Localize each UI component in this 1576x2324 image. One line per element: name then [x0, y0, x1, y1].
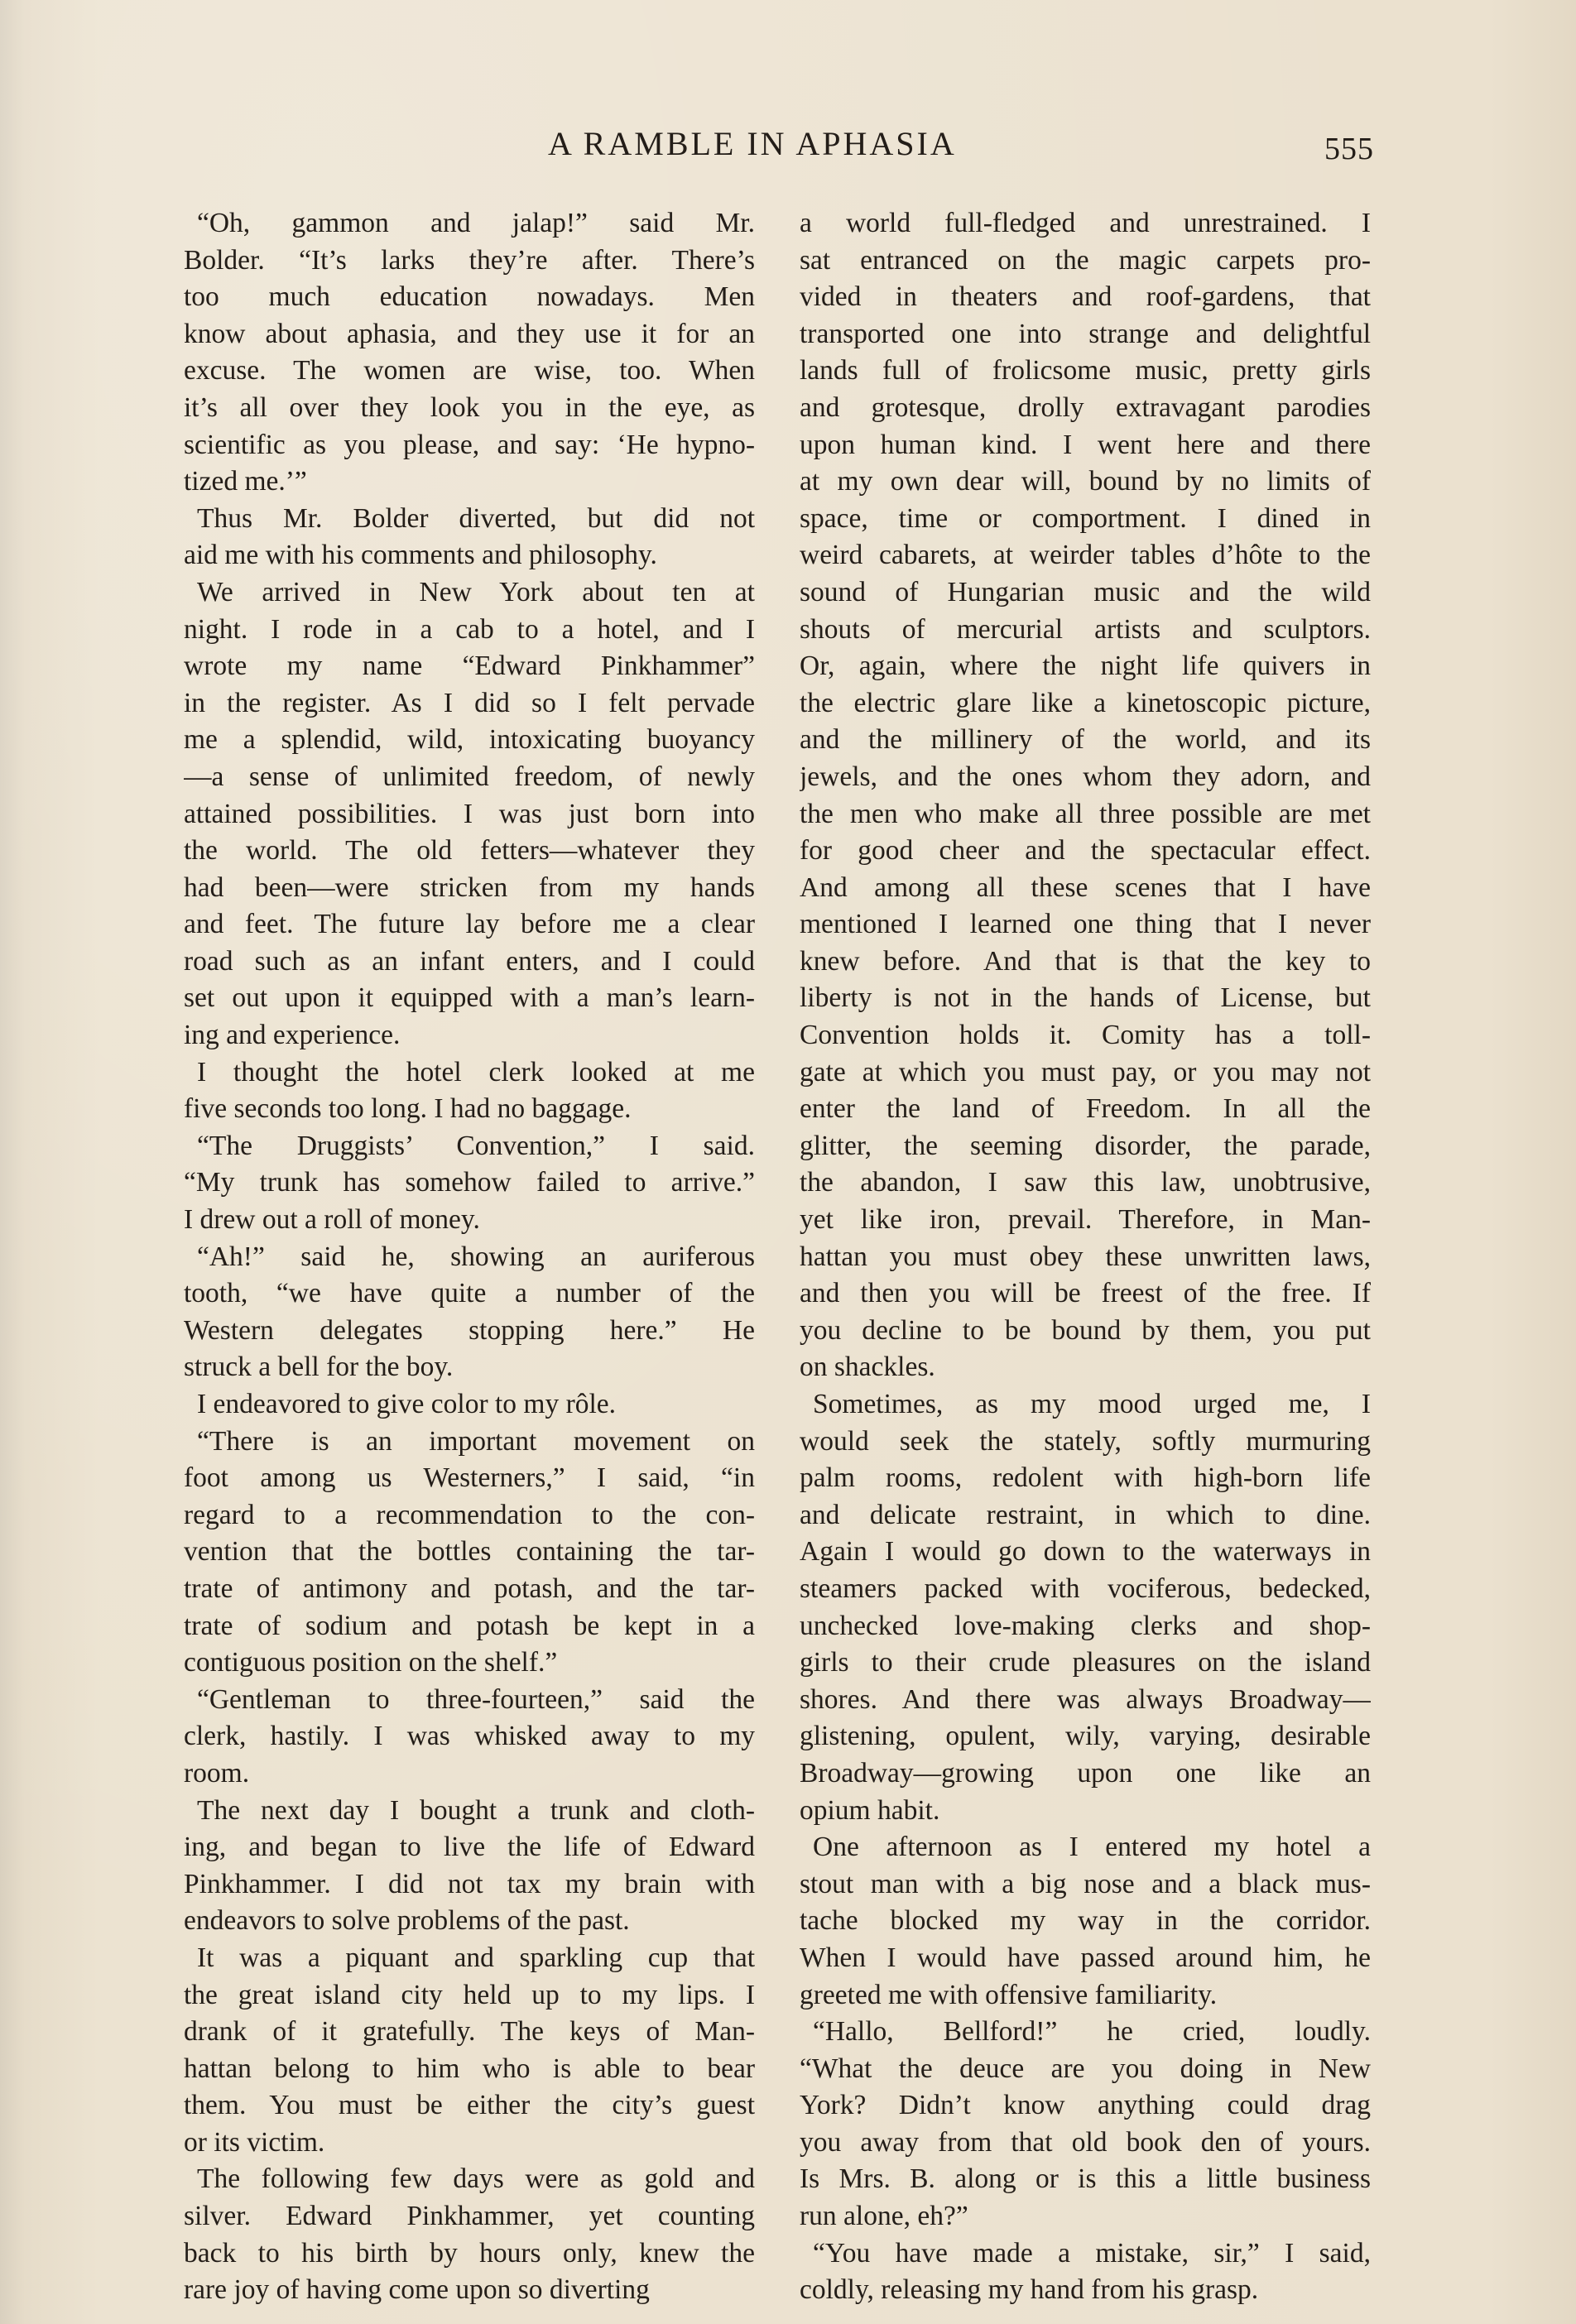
text-line: five seconds too long. I had no baggage.	[184, 1093, 632, 1125]
text-line: liberty is not in the hands of License, but	[800, 982, 1371, 1014]
text-line: “My trunk has somehow failed to arrive.”	[184, 1167, 755, 1198]
text-line: coldly, releasing my hand from his grasp.	[800, 2274, 1259, 2306]
text-line: or its victim.	[184, 2126, 325, 2158]
text-line: hattan belong to him who is able to bear	[184, 2053, 755, 2084]
text-line: Bolder. “It’s larks they’re after. There’s	[184, 244, 755, 276]
text-line: the abandon, I saw this law, unobtrusive,	[800, 1167, 1371, 1198]
left-text-column	[184, 205, 755, 2309]
paragraph	[184, 1682, 755, 1793]
text-line: I drew out a roll of money.	[184, 1204, 480, 1236]
text-line: tache blocked my way in the corridor.	[800, 1905, 1371, 1937]
text-line: ing and experience.	[184, 1020, 401, 1051]
text-line: When I would have passed around him, he	[800, 1942, 1371, 1973]
text-line: it’s all over they look you in the eye, as	[184, 391, 755, 423]
text-line: room.	[184, 1757, 250, 1789]
text-line: and then you will be freest of the free. If	[800, 1278, 1371, 1309]
text-line: The next day I bought a trunk and cloth-	[197, 1794, 755, 1826]
text-line: drank of it gratefully. The keys of Man-	[184, 2016, 755, 2048]
paragraph	[800, 1386, 1371, 1829]
text-line: vided in theaters and roof-gardens, that	[800, 281, 1371, 313]
text-line: sound of Hungarian music and the wild	[800, 576, 1371, 607]
text-line: Or, again, where the night life quivers in	[800, 651, 1371, 682]
text-line: excuse. The women are wise, too. When	[184, 355, 755, 387]
text-line: for good cheer and the spectacular effect.	[800, 835, 1371, 867]
paragraph	[184, 2161, 755, 2308]
paragraph	[800, 2235, 1371, 2309]
text-line: gate at which you must pay, or you may not	[800, 1056, 1371, 1088]
paragraph	[800, 205, 1371, 1386]
text-line: transported one into strange and delightful	[800, 318, 1371, 349]
running-title: A RAMBLE IN APHASIA	[548, 125, 957, 162]
text-line: “Ah!” said he, showing an auriferous	[197, 1241, 755, 1272]
text-line: had been—were stricken from my hands	[184, 872, 755, 903]
text-line: “Oh, gammon and jalap!” said Mr.	[197, 208, 755, 238]
text-line: knew before. And that is that the key to	[800, 945, 1371, 977]
text-line: shouts of mercurial artists and sculptors.	[800, 613, 1371, 645]
text-line: It was a piquant and sparkling cup that	[197, 1942, 755, 1973]
text-line: you decline to be bound by them, you put	[800, 1314, 1371, 1346]
text-line: Pinkhammer. I did not tax my brain with	[184, 1868, 755, 1899]
text-line: attained possibilities. I was just born into	[184, 798, 755, 829]
text-line: “What the deuce are you doing in New	[800, 2053, 1371, 2084]
text-line: tized me.’”	[184, 466, 307, 497]
text-line: set out upon it equipped with a man’s learn-	[184, 982, 755, 1014]
text-line: hattan you must obey these unwritten laws,	[800, 1241, 1371, 1272]
text-line: wrote my name “Edward Pinkhammer”	[184, 651, 755, 682]
right-text-column	[800, 205, 1371, 2309]
paragraph	[800, 2014, 1371, 2235]
text-line: upon human kind. I went here and there	[800, 429, 1371, 460]
text-line: trate of sodium and potash be kept in a	[184, 1610, 755, 1641]
text-line: lands full of frolicsome music, pretty girls	[800, 355, 1371, 387]
text-line: York? Didn’t know anything could drag	[800, 2090, 1371, 2121]
text-line: foot among us Westerners,” I said, “in	[184, 1462, 755, 1494]
text-line: shores. And there was always Broadway—	[800, 1683, 1371, 1715]
text-line: And among all these scenes that I have	[800, 872, 1371, 903]
text-line: the men who make all three possible are met	[800, 798, 1371, 829]
text-line: Again I would go down to the waterways in	[800, 1536, 1371, 1568]
text-line: a world full-fledged and unrestrained. I	[800, 208, 1371, 238]
text-line: Thus Mr. Bolder diverted, but did not	[197, 502, 755, 534]
text-line: and grotesque, drolly extravagant parodies	[800, 391, 1371, 423]
text-line: glitter, the seeming disorder, the parade,	[800, 1130, 1371, 1161]
text-line: me a splendid, wild, intoxicating buoyancy	[184, 724, 755, 756]
text-line: them. You must be either the city’s guest	[184, 2090, 755, 2121]
paragraph	[184, 1793, 755, 1940]
page-number: 555	[1324, 132, 1374, 166]
text-line: —a sense of unlimited freedom, of newly	[184, 761, 755, 792]
text-line: glistening, opulent, wily, varying, desirable	[800, 1721, 1371, 1752]
text-line: opium habit.	[800, 1794, 940, 1826]
text-line: “Gentleman to three-fourteen,” said the	[197, 1683, 755, 1715]
text-line: Western delegates stopping here.” He	[184, 1314, 755, 1346]
text-line: rare joy of having come upon so diverting	[184, 2274, 650, 2306]
paragraph	[800, 1829, 1371, 2014]
text-line: Broadway—growing upon one like an	[800, 1757, 1371, 1789]
text-line: “There is an important movement on	[197, 1425, 755, 1457]
text-line: clerk, hastily. I was whisked away to my	[184, 1721, 755, 1752]
paragraph	[184, 1054, 755, 1128]
text-line: yet like iron, prevail. Therefore, in Man-	[800, 1204, 1371, 1236]
paragraph	[184, 574, 755, 1054]
text-line: enter the land of Freedom. In all the	[800, 1093, 1371, 1125]
text-line: jewels, and the ones whom they adorn, and	[800, 761, 1371, 792]
text-line: space, time or comportment. I dined in	[800, 502, 1371, 534]
paragraph	[184, 1128, 755, 1239]
text-line: night. I rode in a cab to a hotel, and I	[184, 613, 755, 645]
text-line: contiguous position on the shelf.”	[184, 1647, 558, 1678]
paragraph	[184, 1386, 755, 1424]
text-line: run alone, eh?”	[800, 2201, 968, 2232]
text-line: you away from that old book den of yours.	[800, 2126, 1371, 2158]
text-line: too much education nowadays. Men	[184, 281, 755, 313]
text-line: steamers packed with vociferous, bedecked,	[800, 1573, 1371, 1604]
text-line: trate of antimony and potash, and the tar-	[184, 1573, 755, 1604]
text-line: and delicate restraint, in which to dine.	[800, 1499, 1371, 1530]
text-line: silver. Edward Pinkhammer, yet counting	[184, 2201, 755, 2232]
paragraph	[184, 501, 755, 574]
paragraph	[184, 1424, 755, 1682]
text-line: I thought the hotel clerk looked at me	[197, 1056, 755, 1088]
text-line: Sometimes, as my mood urged me, I	[813, 1389, 1371, 1419]
text-line: endeavors to solve problems of the past.	[184, 1905, 630, 1937]
text-line: palm rooms, redolent with high-born life	[800, 1462, 1371, 1494]
text-line: the great island city held up to my lips. I	[184, 1979, 755, 2010]
text-line: in the register. As I did so I felt pervade	[184, 687, 755, 718]
text-line: We arrived in New York about ten at	[197, 576, 755, 607]
text-line: I endeavored to give color to my rôle.	[197, 1389, 617, 1419]
text-line: ing, and began to live the life of Edward	[184, 1832, 755, 1863]
text-line: on shackles.	[800, 1352, 935, 1383]
text-line: would seek the stately, softly murmuring	[800, 1425, 1371, 1457]
text-line: The following few days were as gold and	[197, 2163, 755, 2195]
paragraph	[184, 205, 755, 501]
paragraph	[184, 1940, 755, 2162]
text-line: “The Druggists’ Convention,” I said.	[197, 1130, 755, 1161]
text-line: road such as an infant enters, and I could	[184, 945, 755, 977]
text-line: One afternoon as I entered my hotel a	[813, 1832, 1371, 1863]
text-line: girls to their crude pleasures on the island	[800, 1647, 1371, 1678]
text-line: greeted me with offensive familiarity.	[800, 1979, 1218, 2010]
text-line: regard to a recommendation to the con-	[184, 1499, 755, 1530]
text-line: back to his birth by hours only, knew the	[184, 2237, 755, 2269]
text-line: stout man with a big nose and a black mus-	[800, 1868, 1371, 1899]
text-line: scientific as you please, and say: ‘He hypno-	[184, 429, 755, 460]
text-line: the electric glare like a kinetoscopic picture,	[800, 687, 1371, 718]
paragraph	[184, 1239, 755, 1386]
text-line: tooth, “we have quite a number of the	[184, 1278, 755, 1309]
text-line: “You have made a mistake, sir,” I said,	[813, 2237, 1371, 2269]
text-line: and the millinery of the world, and its	[800, 724, 1371, 756]
text-line: at my own dear will, bound by no limits of	[800, 466, 1371, 497]
text-line: mentioned I learned one thing that I never	[800, 909, 1371, 940]
text-line: aid me with his comments and philosophy.	[184, 540, 657, 571]
text-line: vention that the bottles containing the tar-	[184, 1536, 755, 1568]
running-header	[0, 124, 1576, 182]
text-line: know about aphasia, and they use it for an	[184, 318, 755, 349]
text-line: struck a bell for the boy.	[184, 1352, 454, 1383]
text-line: unchecked love-making clerks and shop-	[800, 1610, 1371, 1641]
text-line: sat entranced on the magic carpets pro-	[800, 244, 1371, 276]
text-line: weird cabarets, at weirder tables d’hôte to the	[800, 540, 1371, 571]
text-line: “Hallo, Bellford!” he cried, loudly.	[813, 2016, 1371, 2048]
text-line: Is Mrs. B. along or is this a little business	[800, 2163, 1371, 2195]
text-line: and feet. The future lay before me a clear	[184, 909, 755, 940]
text-line: the world. The old fetters—whatever they	[184, 835, 755, 867]
text-line: Convention holds it. Comity has a toll-	[800, 1020, 1371, 1051]
